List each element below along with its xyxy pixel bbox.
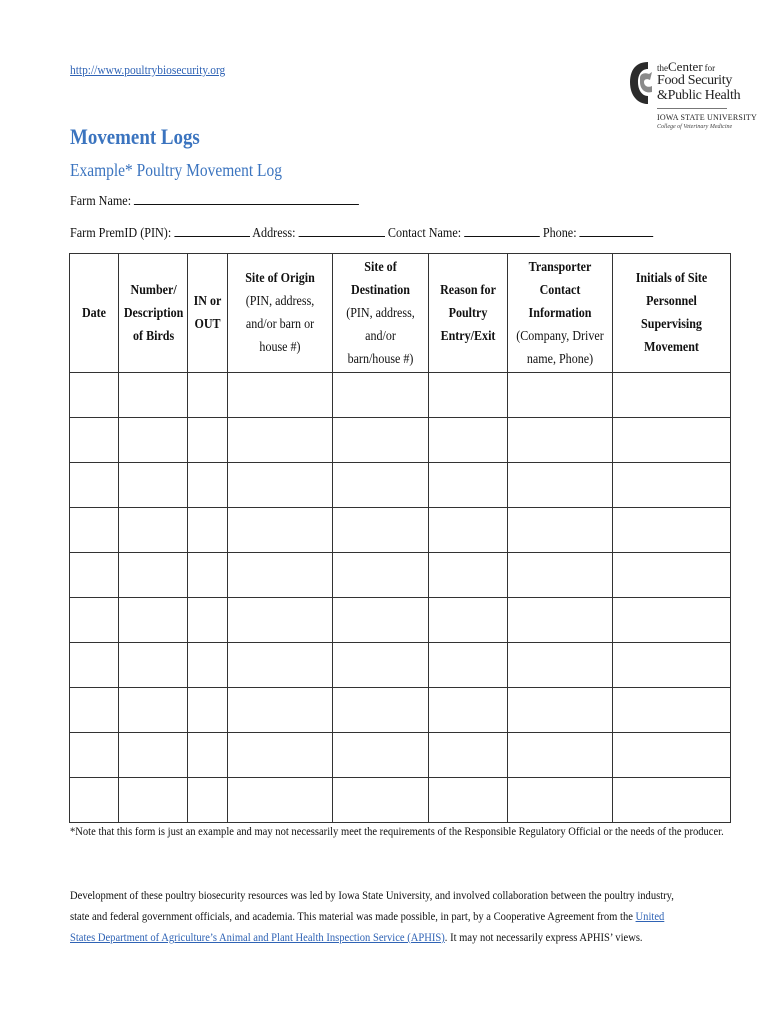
table-cell[interactable] (119, 598, 188, 643)
table-cell[interactable] (188, 463, 228, 508)
logo-center: Center (668, 59, 703, 74)
table-cell[interactable] (228, 463, 333, 508)
table-row (70, 598, 731, 643)
table-cell[interactable] (429, 598, 508, 643)
table-cell[interactable] (508, 778, 613, 823)
table-cell[interactable] (228, 418, 333, 463)
farm-name-line (70, 192, 359, 209)
table-cell[interactable] (333, 553, 429, 598)
logo-college: College of Veterinary Medicine (657, 124, 733, 130)
table-cell[interactable] (70, 688, 119, 733)
farm-name-label: Farm Name: (70, 193, 132, 208)
table-cell[interactable] (508, 373, 613, 418)
address-field[interactable] (298, 224, 384, 237)
usda-aphis-link[interactable]: United States Department of Agriculture’s Animal and Plant Health Inspection Service (APHIS) (70, 909, 665, 944)
table-cell[interactable] (119, 508, 188, 553)
table-cell[interactable] (508, 418, 613, 463)
table-cell[interactable] (613, 598, 731, 643)
table-cell[interactable] (508, 688, 613, 733)
table-cell[interactable] (70, 778, 119, 823)
footer-text-before: Development of these poultry biosecurity resources was led by Iowa State University, and involved collaboration between the poultry industry, state and federal government officials, and academia. This material was made possible, in part, by a Cooperative Agreement from the (70, 888, 674, 923)
table-cell[interactable] (70, 553, 119, 598)
table-cell[interactable] (613, 418, 731, 463)
table-cell[interactable] (119, 463, 188, 508)
table-cell[interactable] (508, 733, 613, 778)
footer-text (70, 885, 690, 948)
table-cell[interactable] (228, 553, 333, 598)
contact-name-label: Contact Name: (387, 225, 462, 240)
table-cell[interactable] (429, 643, 508, 688)
table-cell[interactable] (119, 733, 188, 778)
table-cell[interactable] (119, 778, 188, 823)
table-cell[interactable] (228, 643, 333, 688)
table-cell[interactable] (613, 778, 731, 823)
table-cell[interactable] (228, 778, 333, 823)
table-cell[interactable] (119, 373, 188, 418)
table-cell[interactable] (70, 463, 119, 508)
table-cell[interactable] (333, 643, 429, 688)
table-cell[interactable] (70, 508, 119, 553)
table-row (70, 508, 731, 553)
table-cell[interactable] (333, 373, 429, 418)
table-cell[interactable] (508, 508, 613, 553)
table-cell[interactable] (333, 508, 429, 553)
table-cell[interactable] (613, 373, 731, 418)
table-cell[interactable] (429, 553, 508, 598)
table-cell[interactable] (333, 463, 429, 508)
address-label: Address: (252, 225, 296, 240)
farm-info-line (70, 224, 653, 241)
logo-university: IOWA STATE UNIVERSITY (657, 113, 757, 122)
page-subtitle: Example* Poultry Movement Log (70, 160, 282, 180)
table-cell[interactable] (188, 643, 228, 688)
col-header-transporter: Transporter Contact Information (Company, Driver name, Phone) (508, 254, 613, 373)
table-cell[interactable] (119, 553, 188, 598)
table-cell[interactable] (508, 553, 613, 598)
farm-name-field[interactable] (134, 192, 359, 205)
table-cell[interactable] (188, 553, 228, 598)
table-row (70, 553, 731, 598)
table-cell[interactable] (333, 778, 429, 823)
table-cell[interactable] (228, 373, 333, 418)
table-row (70, 418, 731, 463)
table-cell[interactable] (119, 688, 188, 733)
disclaimer-note: *Note that this form is just an example and may not necessarily meet the requirements of the Responsible Regulatory Official or the needs of the producer. (70, 824, 724, 838)
table-cell[interactable] (188, 508, 228, 553)
table-cell[interactable] (613, 733, 731, 778)
table-cell[interactable] (333, 688, 429, 733)
col-header-site-of-origin: Site of Origin (PIN, address, and/or barn or house #) (228, 254, 333, 373)
table-row (70, 463, 731, 508)
table-cell[interactable] (429, 373, 508, 418)
phone-label: Phone: (542, 225, 577, 240)
table-cell[interactable] (228, 508, 333, 553)
table-cell[interactable] (228, 688, 333, 733)
table-cell[interactable] (429, 418, 508, 463)
table-cell[interactable] (429, 778, 508, 823)
table-cell[interactable] (70, 418, 119, 463)
table-cell[interactable] (508, 598, 613, 643)
logo-for: for (704, 63, 716, 73)
table-cell[interactable] (119, 643, 188, 688)
farm-premid-label: Farm PremID (PIN): (70, 225, 172, 240)
table-cell[interactable] (119, 418, 188, 463)
table-cell[interactable] (613, 688, 731, 733)
table-cell[interactable] (613, 463, 731, 508)
cfsph-logo (628, 58, 757, 140)
col-header-reason: Reason for Poultry Entry/Exit (429, 254, 508, 373)
phone-field[interactable] (580, 224, 654, 237)
table-header-row (70, 254, 731, 373)
table-cell[interactable] (429, 733, 508, 778)
table-cell[interactable] (429, 508, 508, 553)
col-header-number-description: Number/ Description of Birds (119, 254, 188, 373)
table-cell[interactable] (188, 778, 228, 823)
table-cell[interactable] (613, 643, 731, 688)
table-cell[interactable] (508, 463, 613, 508)
table-cell[interactable] (188, 418, 228, 463)
table-cell[interactable] (188, 373, 228, 418)
logo-divider (657, 108, 727, 109)
logo-public-health: &Public Health (657, 88, 741, 103)
table-row (70, 643, 731, 688)
logo-the: the (657, 63, 668, 73)
table-row (70, 688, 731, 733)
table-row (70, 733, 731, 778)
footer-text-after: . It may not necessarily express APHIS’ views. (444, 930, 643, 944)
col-header-initials: Initials of Site Personnel Supervising Movement (613, 254, 731, 373)
table-cell[interactable] (333, 733, 429, 778)
table-cell[interactable] (333, 418, 429, 463)
table-cell[interactable] (429, 688, 508, 733)
table-cell[interactable] (70, 733, 119, 778)
table-cell[interactable] (70, 373, 119, 418)
table-cell[interactable] (188, 598, 228, 643)
logo-food-security: Food Security (657, 73, 733, 88)
table-cell[interactable] (70, 643, 119, 688)
cfsph-mark-icon (628, 60, 654, 106)
table-cell[interactable] (613, 553, 731, 598)
table-row (70, 373, 731, 418)
table-cell[interactable] (188, 688, 228, 733)
table-cell[interactable] (228, 733, 333, 778)
table-cell[interactable] (70, 598, 119, 643)
table-cell[interactable] (188, 733, 228, 778)
page-title: Movement Logs (70, 124, 200, 149)
table-cell[interactable] (613, 508, 731, 553)
contact-name-field[interactable] (464, 224, 540, 237)
table-row (70, 778, 731, 823)
farm-premid-field[interactable] (174, 224, 250, 237)
col-header-site-of-destination: Site of Destination (PIN, address, and/or barn/house #) (333, 254, 429, 373)
col-header-date: Date (70, 254, 119, 373)
table-cell[interactable] (508, 643, 613, 688)
movement-log-table (69, 253, 731, 823)
table-cell[interactable] (333, 598, 429, 643)
table-cell[interactable] (228, 598, 333, 643)
col-header-in-out: IN or OUT (188, 254, 228, 373)
table-cell[interactable] (429, 463, 508, 508)
website-link[interactable]: http://www.poultrybiosecurity.org (70, 62, 226, 77)
